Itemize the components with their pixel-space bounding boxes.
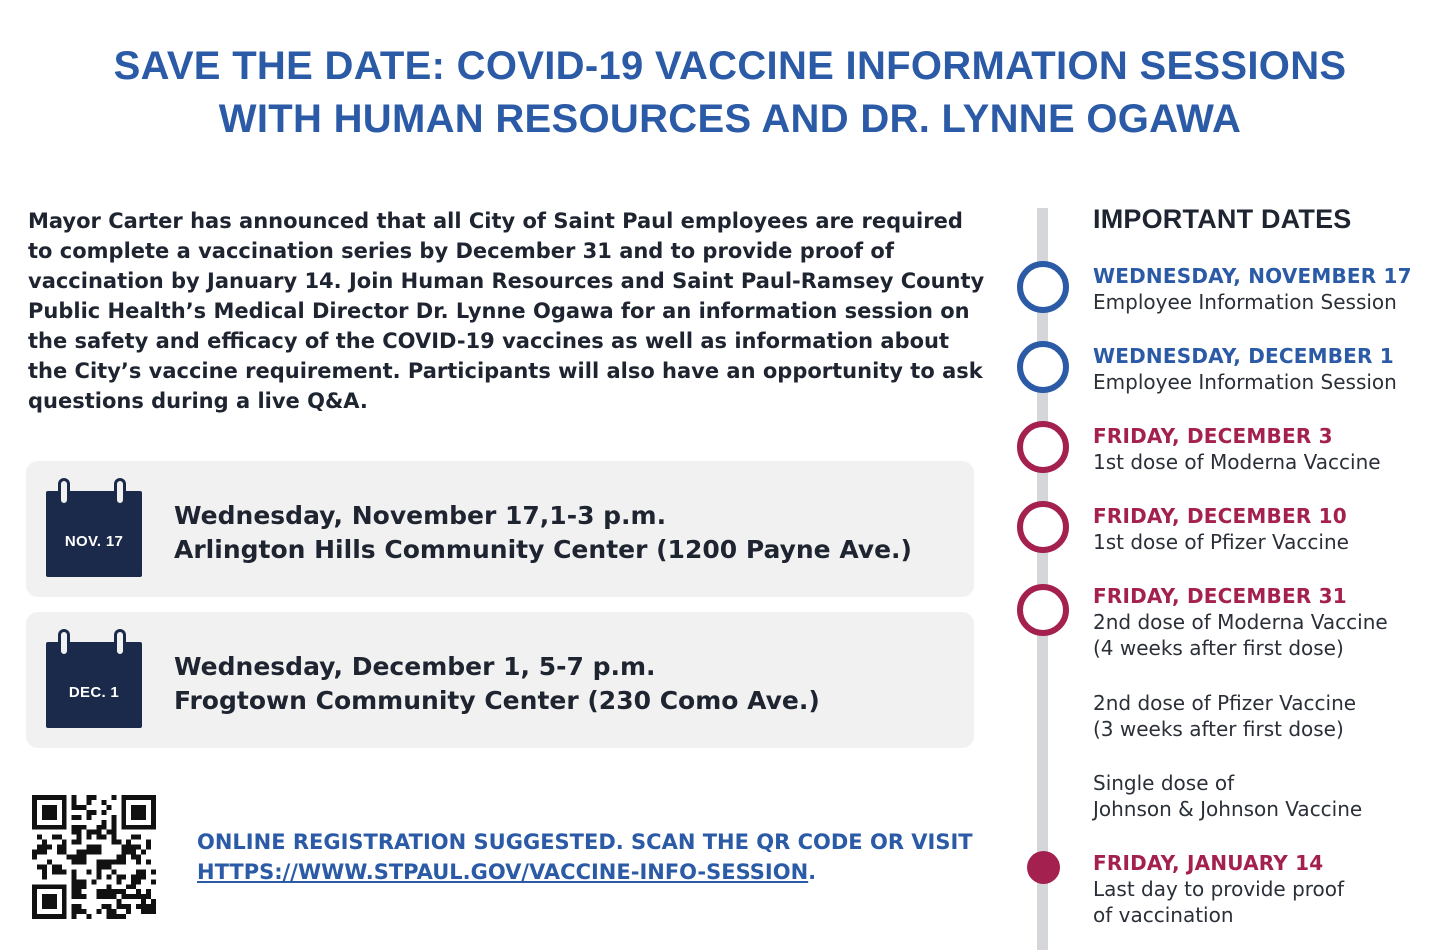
timeline-line (1037, 208, 1048, 950)
title-line-2: WITH HUMAN RESOURCES AND DR. LYNNE OGAWA (218, 97, 1242, 141)
date-label: FRIDAY, JANUARY 14 (1093, 851, 1324, 875)
calendar-ring (114, 629, 126, 657)
date-entry (1093, 850, 1443, 928)
timeline-dot-icon (1027, 851, 1060, 884)
date-entry (1093, 770, 1443, 822)
event-card-nov-17 (26, 461, 974, 597)
date-entry (1093, 690, 1443, 742)
date-description: (4 weeks after first dose) (1093, 636, 1344, 660)
date-description: Single dose of (1093, 771, 1235, 795)
registration-note (197, 827, 977, 887)
event-when: Wednesday, November 17,1-3 p.m. (174, 501, 667, 530)
date-entry (1093, 583, 1443, 661)
calendar-icon (46, 642, 142, 728)
event-where: Arlington Hills Community Center (1200 Payne Ave.) (174, 535, 912, 564)
calendar-label: NOV. 17 (64, 533, 124, 550)
date-entry (1093, 263, 1443, 315)
date-description: 2nd dose of Pfizer Vaccine (1093, 691, 1357, 715)
event-where: Frogtown Community Center (230 Como Ave.) (174, 686, 820, 715)
timeline-dot-icon (1017, 261, 1069, 313)
page-title (0, 40, 1450, 146)
event-details (174, 499, 912, 567)
calendar-ring (58, 478, 70, 506)
date-description: Employee Information Session (1093, 290, 1397, 314)
event-details (174, 650, 820, 718)
title-line-1: SAVE THE DATE: COVID-19 VACCINE INFORMATION SESSIONS (113, 44, 1347, 88)
date-description: (3 weeks after first dose) (1093, 717, 1344, 741)
timeline-dot-icon (1017, 501, 1069, 553)
timeline-dot-icon (1017, 421, 1069, 473)
date-entry (1093, 423, 1443, 475)
registration-text: ONLINE REGISTRATION SUGGESTED. SCAN THE QR CODE OR VISIT (197, 830, 973, 854)
event-when: Wednesday, December 1, 5-7 p.m. (174, 652, 656, 681)
date-description: 1st dose of Moderna Vaccine (1093, 450, 1381, 474)
calendar-label: DEC. 1 (68, 684, 120, 701)
date-label: WEDNESDAY, NOVEMBER 17 (1093, 264, 1412, 288)
date-description: Johnson & Johnson Vaccine (1093, 797, 1363, 821)
date-entry (1093, 343, 1443, 395)
date-description: Last day to provide proof (1093, 877, 1345, 901)
date-description: 1st dose of Pfizer Vaccine (1093, 530, 1349, 554)
date-label: FRIDAY, DECEMBER 3 (1093, 424, 1333, 448)
date-description: of vaccination (1093, 903, 1234, 927)
calendar-ring (114, 478, 126, 506)
date-label: FRIDAY, DECEMBER 31 (1093, 584, 1347, 608)
calendar-icon (46, 491, 142, 577)
date-description: Employee Information Session (1093, 370, 1397, 394)
calendar-ring (58, 629, 70, 657)
timeline-dot-icon (1017, 341, 1069, 393)
timeline-dot-icon (1017, 584, 1069, 636)
intro-paragraph: Mayor Carter has announced that all City of Saint Paul employees are required to complete a vaccination series by December 31 and to provide proof of vaccination by January 14. Join Human Resources and Saint Paul-Ramsey County Public Health’s Medical Director Dr. Lynne Ogawa for an information session on the safety and efficacy of the COVID-19 vaccines as well as information about the City’s vaccine requirement. Participants will also have an opportunity to ask questions during a live Q&A. (28, 209, 985, 413)
qr-code-icon[interactable] (32, 795, 156, 919)
registration-link[interactable]: HTTPS://WWW.STPAUL.GOV/VACCINE-INFO-SESSION (197, 860, 809, 884)
registration-suffix: . (808, 860, 817, 884)
event-card-dec-1 (26, 612, 974, 748)
important-dates-heading: IMPORTANT DATES (1093, 204, 1352, 234)
date-entry (1093, 503, 1443, 555)
date-label: WEDNESDAY, DECEMBER 1 (1093, 344, 1394, 368)
date-label: FRIDAY, DECEMBER 10 (1093, 504, 1347, 528)
date-description: 2nd dose of Moderna Vaccine (1093, 610, 1388, 634)
